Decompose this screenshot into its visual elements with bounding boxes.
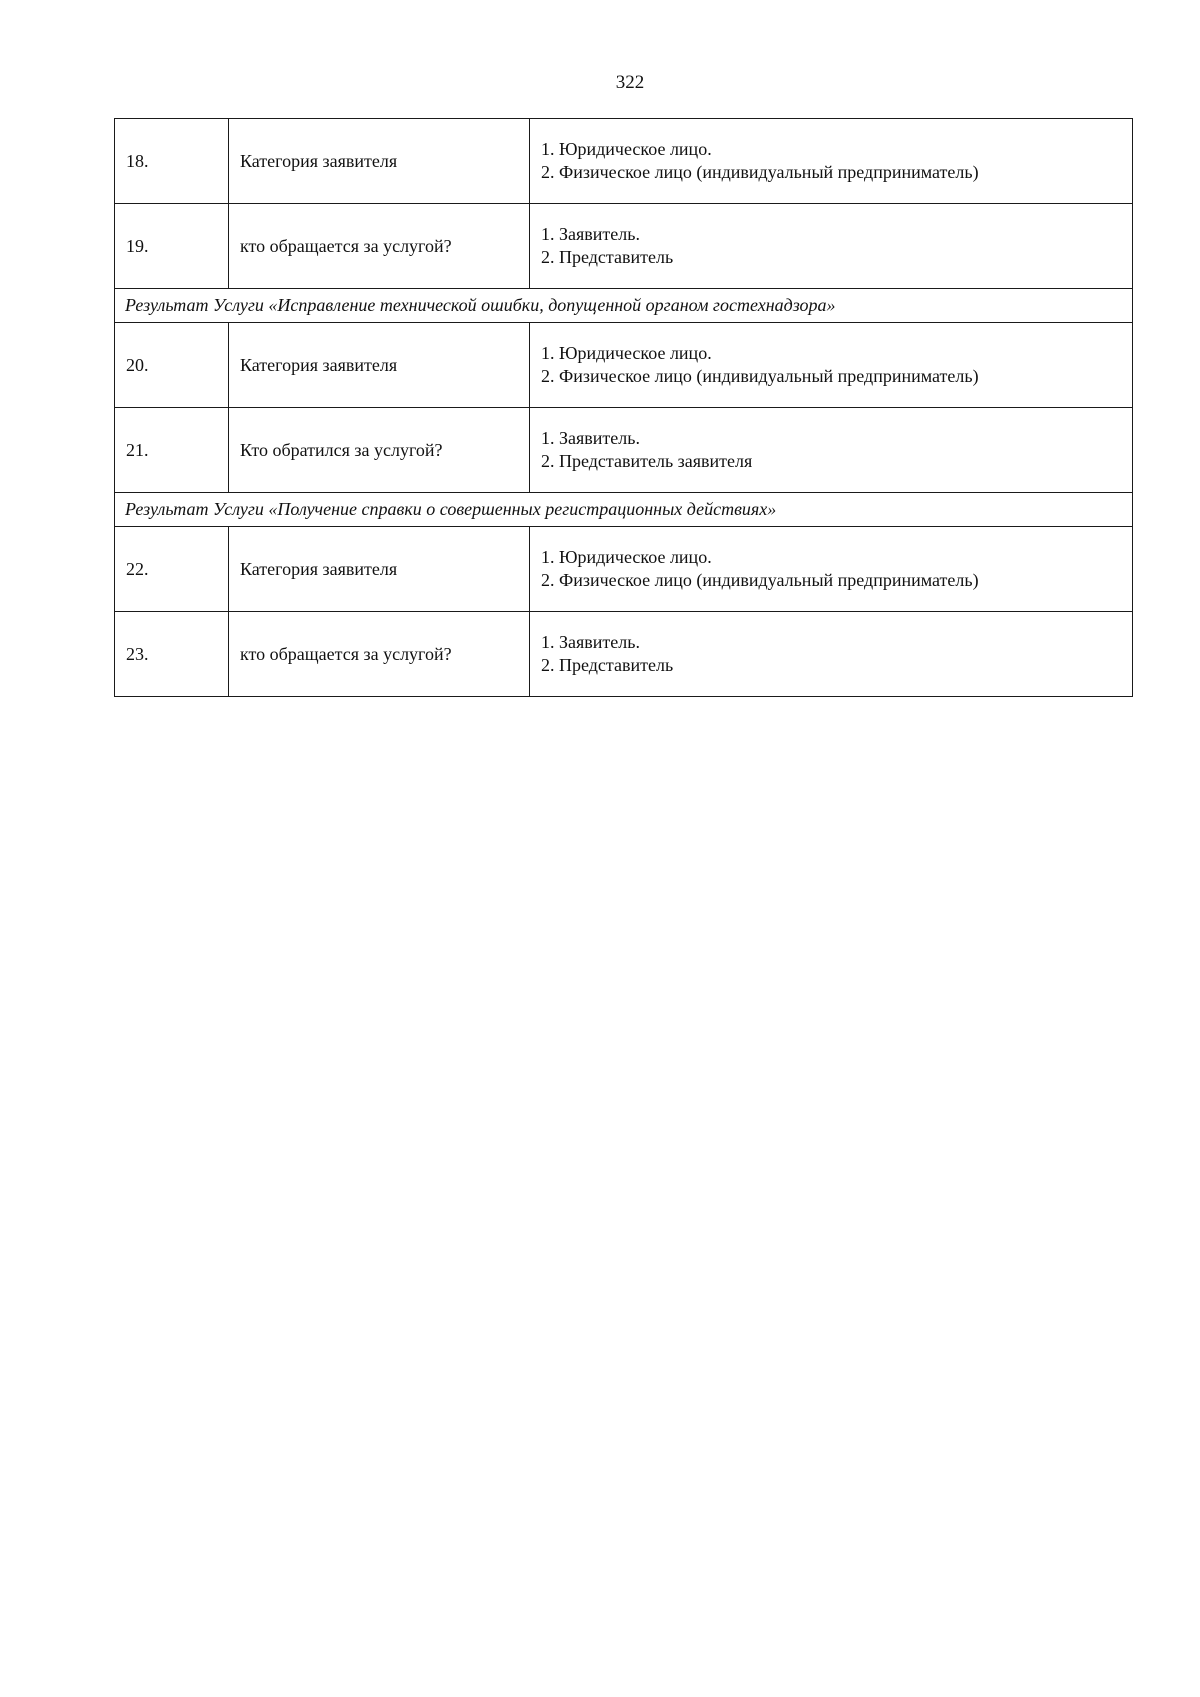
section-header-row <box>115 289 1133 323</box>
row-number: 22. <box>115 527 229 612</box>
row-answers <box>530 323 1133 408</box>
row-number: 21. <box>115 408 229 493</box>
row-number: 18. <box>115 119 229 204</box>
answer-option: 2. Представитель <box>541 247 674 267</box>
answer-option: 2. Представитель заявителя <box>541 451 753 471</box>
row-answers <box>530 119 1133 204</box>
table-row <box>115 612 1133 697</box>
row-question: кто обращается за услугой? <box>229 612 530 697</box>
row-answers <box>530 204 1133 289</box>
section-title: Результат Услуги «Исправление технической ошибки, допущенной органом гостехнадзора» <box>115 289 1133 323</box>
answer-option: 1. Юридическое лицо. <box>541 343 712 363</box>
answer-option: 2. Физическое лицо (индивидуальный предприниматель) <box>541 570 979 590</box>
row-question: Категория заявителя <box>229 323 530 408</box>
row-answers <box>530 527 1133 612</box>
row-answers <box>530 408 1133 493</box>
answer-option: 2. Физическое лицо (индивидуальный предприниматель) <box>541 366 979 386</box>
answer-option: 1. Заявитель. <box>541 632 640 652</box>
answer-option: 1. Заявитель. <box>541 224 640 244</box>
answer-option: 1. Заявитель. <box>541 428 640 448</box>
row-number: 20. <box>115 323 229 408</box>
answer-option: 2. Физическое лицо (индивидуальный предприниматель) <box>541 162 979 182</box>
row-answers <box>530 612 1133 697</box>
table-row <box>115 204 1133 289</box>
table-row <box>115 527 1133 612</box>
row-question: Категория заявителя <box>229 119 530 204</box>
answer-option: 2. Представитель <box>541 655 674 675</box>
row-question: Кто обратился за услугой? <box>229 408 530 493</box>
table-row <box>115 408 1133 493</box>
row-question: Категория заявителя <box>229 527 530 612</box>
row-question: кто обращается за услугой? <box>229 204 530 289</box>
row-number: 23. <box>115 612 229 697</box>
answer-option: 1. Юридическое лицо. <box>541 139 712 159</box>
table-row <box>115 323 1133 408</box>
page-number: 322 <box>615 72 645 93</box>
criteria-table <box>114 118 1133 697</box>
answer-option: 1. Юридическое лицо. <box>541 547 712 567</box>
row-number: 19. <box>115 204 229 289</box>
table-row <box>115 119 1133 204</box>
section-title: Результат Услуги «Получение справки о совершенных регистрационных действиях» <box>115 493 1133 527</box>
section-header-row <box>115 493 1133 527</box>
